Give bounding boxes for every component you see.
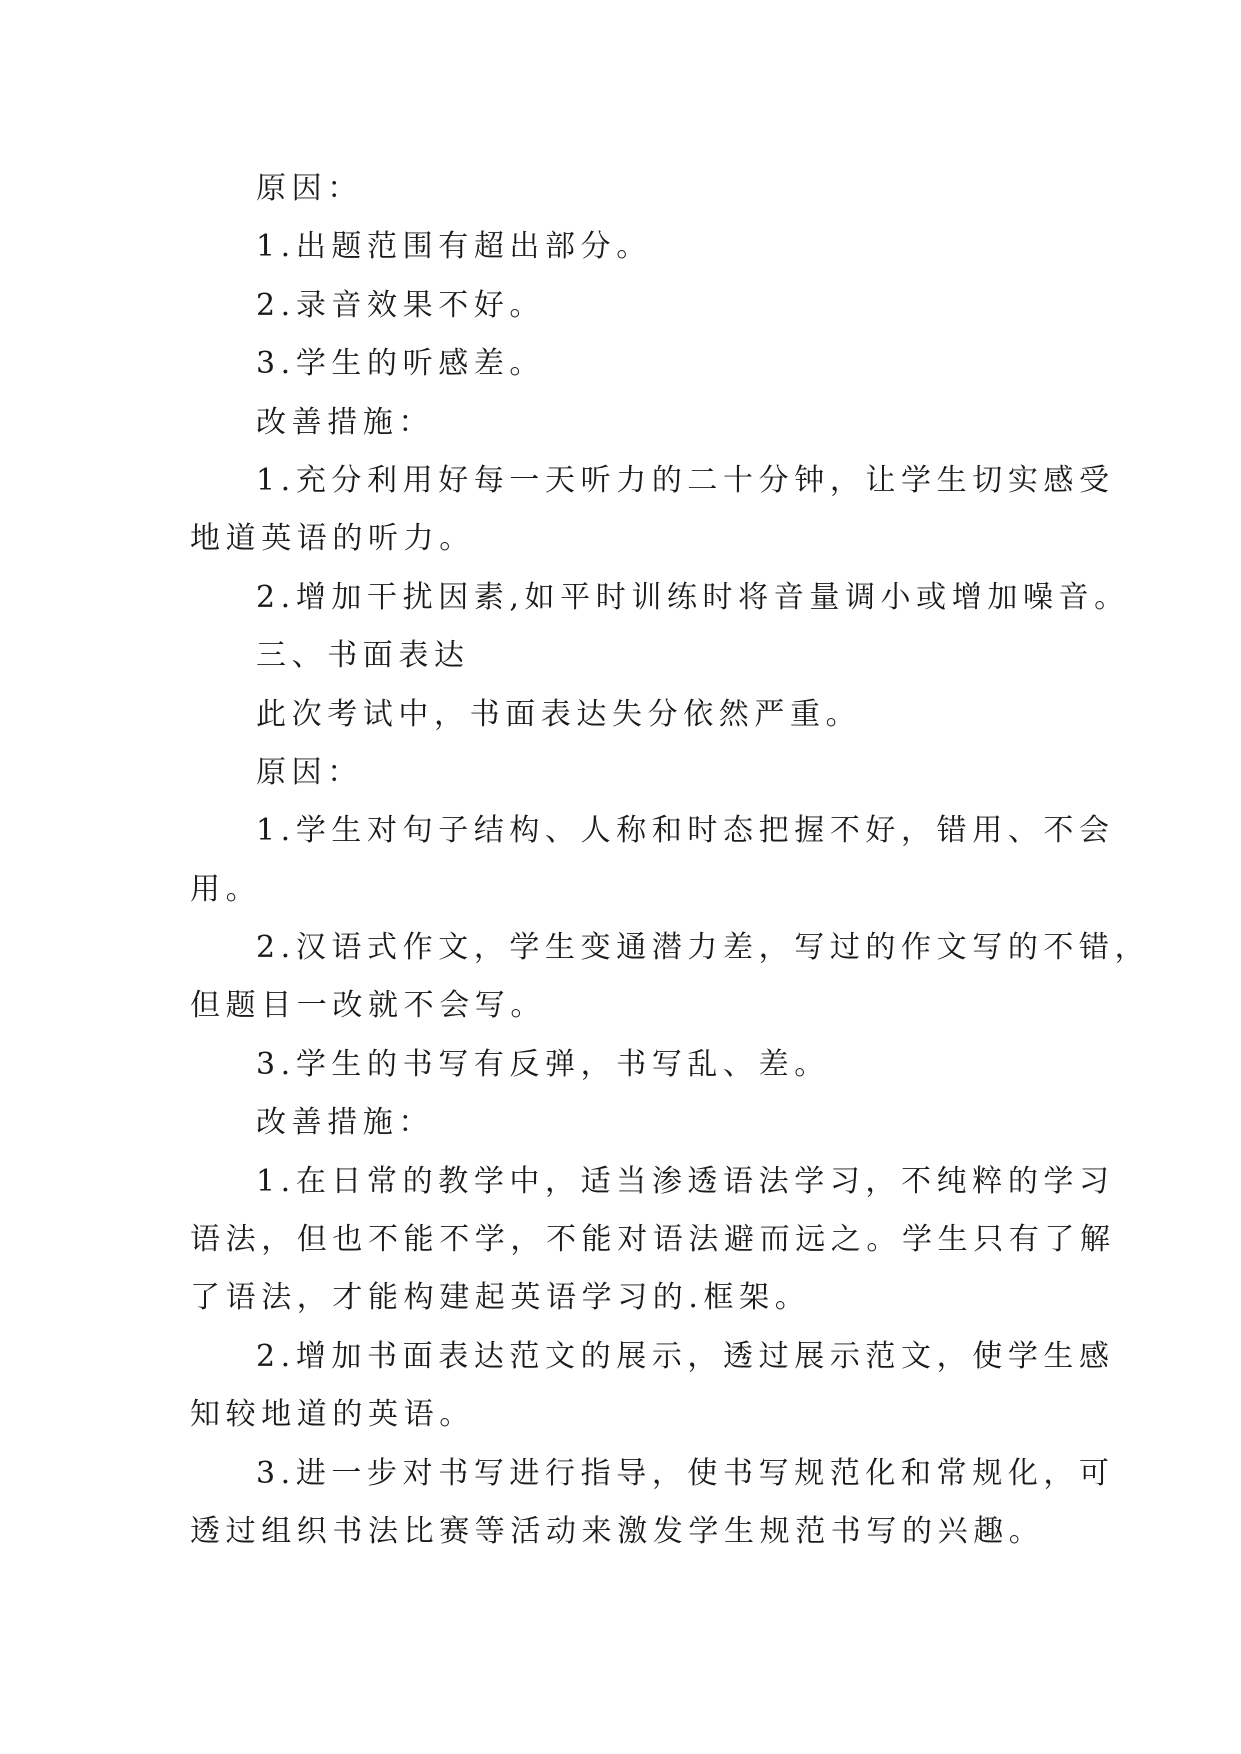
writing-measure-1: 1.在日常的教学中，适当渗透语法学习，不纯粹的学习	[256, 1163, 1115, 1199]
writing-reason-3: 3.学生的书写有反弹，书写乱、差。	[256, 1046, 830, 1082]
document-body	[190, 160, 1151, 1561]
reason-item-1: 1.出题范围有超出部分。	[256, 229, 652, 265]
section-intro: 此次考试中，书面表达失分依然严重。	[256, 696, 862, 732]
writing-reason-1-cont: 用。	[190, 871, 262, 907]
measure-item-1-cont: 地道英语的听力。	[190, 521, 475, 557]
writing-reason-1: 1.学生对句子结构、人称和时态把握不好，错用、不会	[256, 813, 1115, 849]
heading-reason-1: 原因：	[256, 171, 363, 206]
writing-measure-3-cont: 透过组织书法比赛等活动来激发学生规范书写的兴趣。	[190, 1513, 1045, 1549]
reason-item-2: 2.录音效果不好。	[256, 287, 546, 323]
measure-item-2: 2.增加干扰因素,如平时训练时将音量调小或增加噪音。	[256, 579, 1130, 615]
writing-measure-1-cont-a: 语法，但也不能不学，不能对语法避而远之。学生只有了解	[190, 1222, 1116, 1258]
heading-measures-2: 改善措施：	[256, 1105, 434, 1141]
heading-reason-2: 原因：	[256, 754, 363, 790]
measure-item-1: 1.充分利用好每一天听力的二十分钟，让学生切实感受	[256, 462, 1115, 498]
writing-measure-1-cont-b: 了语法，才能构建起英语学习的.框架。	[190, 1280, 811, 1316]
reason-item-3: 3.学生的听感差。	[256, 346, 546, 382]
writing-reason-2-cont: 但题目一改就不会写。	[190, 988, 546, 1024]
section-heading-writing: 三、书面表达	[256, 638, 470, 674]
writing-measure-3: 3.进一步对书写进行指导，使书写规范化和常规化，可	[256, 1455, 1115, 1491]
writing-reason-2: 2.汉语式作文，学生变通潜力差，写过的作文写的不错，	[256, 930, 1151, 966]
writing-measure-2: 2.增加书面表达范文的展示，透过展示范文，使学生感	[256, 1338, 1115, 1374]
heading-measures-1: 改善措施：	[256, 404, 434, 440]
writing-measure-2-cont: 知较地道的英语。	[190, 1397, 475, 1433]
